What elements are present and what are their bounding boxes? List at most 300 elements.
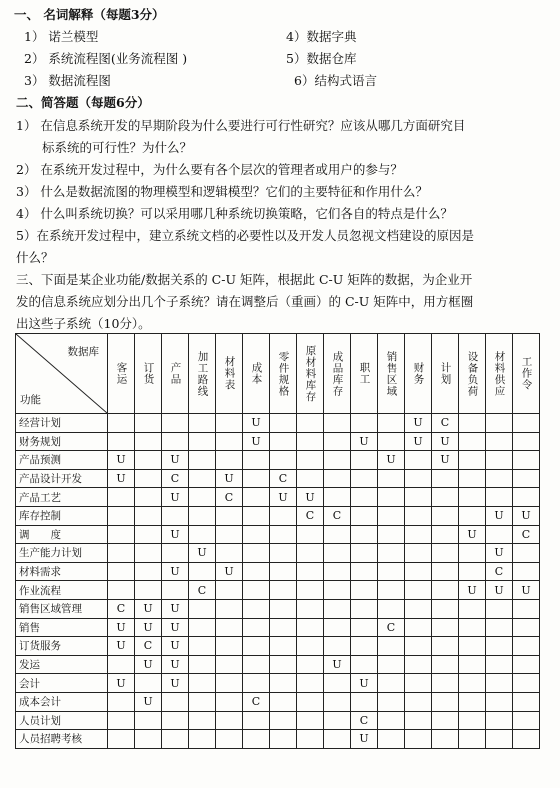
matrix-cell bbox=[405, 506, 432, 525]
matrix-cell bbox=[270, 506, 297, 525]
matrix-cell bbox=[378, 506, 405, 525]
matrix-cell bbox=[351, 544, 378, 563]
matrix-cell bbox=[108, 525, 135, 544]
matrix-cell: U bbox=[405, 432, 432, 451]
matrix-cell bbox=[189, 451, 216, 470]
table-row bbox=[16, 432, 540, 451]
matrix-cell bbox=[513, 451, 540, 470]
matrix-cell bbox=[351, 451, 378, 470]
matrix-cell bbox=[378, 599, 405, 618]
matrix-cell bbox=[243, 730, 270, 749]
matrix-cell bbox=[162, 414, 189, 433]
matrix-cell bbox=[405, 451, 432, 470]
matrix-cell bbox=[459, 599, 486, 618]
matrix-cell bbox=[324, 525, 351, 544]
matrix-cell: C bbox=[108, 599, 135, 618]
matrix-cell bbox=[378, 655, 405, 674]
matrix-cell bbox=[135, 525, 162, 544]
matrix-cell bbox=[297, 618, 324, 637]
matrix-cell bbox=[216, 544, 243, 563]
matrix-cell: C bbox=[135, 637, 162, 656]
function-label: 产品预测 bbox=[16, 451, 108, 470]
matrix-cell bbox=[297, 730, 324, 749]
matrix-cell bbox=[108, 711, 135, 730]
matrix-cell bbox=[459, 451, 486, 470]
matrix-cell bbox=[378, 544, 405, 563]
function-label: 订货服务 bbox=[16, 637, 108, 656]
matrix-cell bbox=[189, 618, 216, 637]
matrix-cell: U bbox=[351, 730, 378, 749]
matrix-cell bbox=[405, 618, 432, 637]
table-row bbox=[16, 730, 540, 749]
matrix-cell bbox=[108, 414, 135, 433]
matrix-cell bbox=[243, 544, 270, 563]
matrix-cell bbox=[189, 655, 216, 674]
term-item: 3） 数据流程图 bbox=[24, 73, 111, 88]
matrix-cell bbox=[216, 525, 243, 544]
matrix-cell bbox=[189, 674, 216, 693]
function-label: 人员计划 bbox=[16, 711, 108, 730]
table-row bbox=[16, 618, 540, 637]
matrix-cell bbox=[135, 711, 162, 730]
matrix-cell bbox=[324, 637, 351, 656]
function-label: 发运 bbox=[16, 655, 108, 674]
matrix-cell bbox=[486, 488, 513, 507]
matrix-cell: C bbox=[162, 469, 189, 488]
matrix-cell bbox=[486, 655, 513, 674]
matrix-cell bbox=[513, 711, 540, 730]
term-item: 4）数据字典 bbox=[286, 29, 357, 44]
matrix-cell bbox=[459, 711, 486, 730]
matrix-cell bbox=[432, 544, 459, 563]
matrix-cell bbox=[432, 711, 459, 730]
matrix-cell bbox=[324, 451, 351, 470]
matrix-cell bbox=[216, 711, 243, 730]
matrix-cell bbox=[270, 451, 297, 470]
matrix-cell bbox=[243, 488, 270, 507]
matrix-cell bbox=[405, 469, 432, 488]
matrix-cell bbox=[459, 637, 486, 656]
matrix-cell bbox=[216, 506, 243, 525]
matrix-cell bbox=[432, 618, 459, 637]
matrix-cell bbox=[513, 730, 540, 749]
matrix-cell: U bbox=[432, 451, 459, 470]
matrix-cell: U bbox=[405, 414, 432, 433]
matrix-cell bbox=[459, 655, 486, 674]
matrix-cell bbox=[486, 451, 513, 470]
matrix-cell bbox=[108, 544, 135, 563]
matrix-cell bbox=[513, 469, 540, 488]
section2-title: 二、简答题（每题6分） bbox=[16, 95, 150, 110]
matrix-cell bbox=[324, 414, 351, 433]
matrix-cell: U bbox=[432, 432, 459, 451]
matrix-cell: U bbox=[486, 506, 513, 525]
matrix-cell: C bbox=[324, 506, 351, 525]
matrix-cell: U bbox=[108, 674, 135, 693]
matrix-cell bbox=[378, 637, 405, 656]
matrix-cell bbox=[513, 488, 540, 507]
matrix-cell bbox=[162, 581, 189, 600]
function-label: 库存控制 bbox=[16, 506, 108, 525]
matrix-cell bbox=[405, 637, 432, 656]
matrix-cell bbox=[324, 581, 351, 600]
matrix-corner-cell bbox=[16, 334, 108, 414]
matrix-cell bbox=[351, 506, 378, 525]
table-row bbox=[16, 674, 540, 693]
matrix-cell: U bbox=[324, 655, 351, 674]
matrix-cell: U bbox=[162, 599, 189, 618]
function-label: 生产能力计划 bbox=[16, 544, 108, 563]
matrix-cell bbox=[459, 506, 486, 525]
matrix-cell bbox=[189, 637, 216, 656]
matrix-cell bbox=[270, 414, 297, 433]
matrix-cell bbox=[270, 432, 297, 451]
function-label: 作业流程 bbox=[16, 581, 108, 600]
matrix-cell bbox=[108, 432, 135, 451]
matrix-cell bbox=[243, 674, 270, 693]
matrix-cell: U bbox=[486, 581, 513, 600]
matrix-cell bbox=[486, 599, 513, 618]
column-header: 材料表 bbox=[216, 334, 243, 414]
matrix-cell: U bbox=[162, 637, 189, 656]
matrix-cell bbox=[324, 432, 351, 451]
term-item: 6）结构式语言 bbox=[294, 73, 377, 88]
matrix-cell bbox=[513, 692, 540, 711]
matrix-cell bbox=[189, 730, 216, 749]
question-line: 2） 在系统开发过程中，为什么要有各个层次的管理者或用户的参与？ bbox=[16, 162, 403, 177]
matrix-header-row bbox=[16, 334, 540, 414]
matrix-cell: U bbox=[351, 674, 378, 693]
matrix-cell bbox=[405, 711, 432, 730]
matrix-cell: C bbox=[513, 525, 540, 544]
matrix-cell bbox=[216, 432, 243, 451]
matrix-cell: U bbox=[243, 414, 270, 433]
matrix-cell bbox=[378, 432, 405, 451]
section3-line: 三、下面是某企业功能/数据关系的 C-U 矩阵，根据此 C-U 矩阵的数据，为企业开 bbox=[16, 272, 473, 287]
function-label: 人员招聘考核 bbox=[16, 730, 108, 749]
matrix-cell: U bbox=[297, 488, 324, 507]
matrix-cell bbox=[270, 581, 297, 600]
matrix-cell: C bbox=[432, 414, 459, 433]
matrix-cell bbox=[162, 544, 189, 563]
matrix-cell bbox=[216, 674, 243, 693]
matrix-cell bbox=[378, 692, 405, 711]
matrix-cell bbox=[459, 488, 486, 507]
matrix-cell bbox=[243, 525, 270, 544]
matrix-cell: U bbox=[270, 488, 297, 507]
matrix-cell bbox=[351, 618, 378, 637]
matrix-cell bbox=[486, 414, 513, 433]
matrix-cell: C bbox=[243, 692, 270, 711]
matrix-cell bbox=[378, 711, 405, 730]
matrix-cell bbox=[243, 599, 270, 618]
matrix-cell bbox=[324, 488, 351, 507]
column-header: 成品库存 bbox=[324, 334, 351, 414]
matrix-cell: U bbox=[162, 525, 189, 544]
matrix-cell: U bbox=[162, 618, 189, 637]
matrix-cell bbox=[432, 562, 459, 581]
question-line: 4） 什么叫系统切换？可以采用哪几种系统切换策略，它们各自的特点是什么？ bbox=[16, 206, 453, 221]
matrix-cell bbox=[270, 525, 297, 544]
matrix-cell bbox=[459, 692, 486, 711]
matrix-cell bbox=[459, 432, 486, 451]
matrix-cell bbox=[513, 618, 540, 637]
matrix-cell bbox=[432, 581, 459, 600]
table-row bbox=[16, 544, 540, 563]
section3-line: 出这些子系统（10分）。 bbox=[16, 316, 151, 331]
matrix-cell: U bbox=[135, 655, 162, 674]
matrix-cell bbox=[297, 451, 324, 470]
column-header: 财务 bbox=[405, 334, 432, 414]
matrix-cell bbox=[108, 581, 135, 600]
matrix-cell bbox=[513, 637, 540, 656]
matrix-cell bbox=[135, 581, 162, 600]
matrix-cell bbox=[351, 562, 378, 581]
matrix-cell: U bbox=[108, 637, 135, 656]
corner-label-function: 功能 bbox=[20, 394, 41, 406]
function-label: 财务规划 bbox=[16, 432, 108, 451]
matrix-cell bbox=[270, 711, 297, 730]
matrix-cell bbox=[216, 618, 243, 637]
matrix-cell bbox=[243, 655, 270, 674]
term-item: 5）数据仓库 bbox=[286, 51, 357, 66]
matrix-cell bbox=[189, 469, 216, 488]
matrix-cell bbox=[324, 618, 351, 637]
matrix-cell bbox=[405, 544, 432, 563]
matrix-cell bbox=[189, 414, 216, 433]
matrix-cell bbox=[270, 674, 297, 693]
column-header: 职工 bbox=[351, 334, 378, 414]
matrix-cell bbox=[432, 506, 459, 525]
matrix-cell bbox=[513, 674, 540, 693]
matrix-cell bbox=[297, 599, 324, 618]
question-line: 5）在系统开发过程中，建立系统文档的必要性以及开发人员忽视文档建设的原因是 bbox=[16, 228, 474, 243]
column-header: 原材料库存 bbox=[297, 334, 324, 414]
column-header: 销售区域 bbox=[378, 334, 405, 414]
matrix-cell bbox=[108, 562, 135, 581]
matrix-cell bbox=[162, 692, 189, 711]
matrix-cell bbox=[351, 599, 378, 618]
matrix-cell bbox=[135, 432, 162, 451]
matrix-cell bbox=[135, 469, 162, 488]
matrix-cell bbox=[405, 525, 432, 544]
matrix-cell bbox=[189, 506, 216, 525]
matrix-cell: U bbox=[216, 562, 243, 581]
term-item: 1） 诺兰模型 bbox=[24, 29, 99, 44]
column-header: 产品 bbox=[162, 334, 189, 414]
matrix-cell bbox=[378, 414, 405, 433]
matrix-cell bbox=[405, 599, 432, 618]
column-header: 工作令 bbox=[513, 334, 540, 414]
matrix-cell bbox=[297, 692, 324, 711]
matrix-cell bbox=[135, 544, 162, 563]
question-line: 1） 在信息系统开发的早期阶段为什么要进行可行性研究？应该从哪几方面研究目 bbox=[16, 118, 466, 133]
table-row bbox=[16, 525, 540, 544]
matrix-cell: U bbox=[108, 618, 135, 637]
matrix-cell bbox=[432, 674, 459, 693]
matrix-cell bbox=[486, 730, 513, 749]
matrix-cell bbox=[216, 637, 243, 656]
matrix-cell bbox=[189, 692, 216, 711]
matrix-cell bbox=[135, 562, 162, 581]
matrix-cell bbox=[108, 488, 135, 507]
matrix-cell bbox=[432, 488, 459, 507]
matrix-cell bbox=[324, 562, 351, 581]
column-header: 材料供应 bbox=[486, 334, 513, 414]
column-header: 设备负荷 bbox=[459, 334, 486, 414]
function-label: 产品工艺 bbox=[16, 488, 108, 507]
matrix-cell bbox=[108, 730, 135, 749]
matrix-cell bbox=[270, 637, 297, 656]
function-label: 销售区域管理 bbox=[16, 599, 108, 618]
matrix-cell bbox=[108, 506, 135, 525]
matrix-cell: U bbox=[486, 544, 513, 563]
matrix-cell bbox=[324, 711, 351, 730]
corner-label-data: 数据库 bbox=[67, 346, 99, 358]
question-line: 3） 什么是数据流图的物理模型和逻辑模型？它们的主要特征和作用什么？ bbox=[16, 184, 428, 199]
matrix-cell bbox=[270, 544, 297, 563]
matrix-cell bbox=[405, 674, 432, 693]
matrix-cell bbox=[108, 655, 135, 674]
matrix-cell: U bbox=[108, 451, 135, 470]
matrix-cell: U bbox=[189, 544, 216, 563]
table-row bbox=[16, 599, 540, 618]
table-row bbox=[16, 711, 540, 730]
column-header: 成本 bbox=[243, 334, 270, 414]
matrix-cell bbox=[216, 692, 243, 711]
matrix-cell bbox=[432, 469, 459, 488]
matrix-cell bbox=[135, 730, 162, 749]
question-line: 标系统的可行性？为什么？ bbox=[42, 140, 193, 155]
matrix-cell bbox=[378, 562, 405, 581]
matrix-cell bbox=[405, 655, 432, 674]
matrix-cell bbox=[513, 432, 540, 451]
column-header: 加工路线 bbox=[189, 334, 216, 414]
matrix-cell bbox=[324, 599, 351, 618]
matrix-cell: U bbox=[135, 599, 162, 618]
matrix-cell bbox=[513, 544, 540, 563]
matrix-cell bbox=[243, 618, 270, 637]
function-label: 材料需求 bbox=[16, 562, 108, 581]
matrix-cell bbox=[270, 562, 297, 581]
matrix-cell: U bbox=[459, 525, 486, 544]
matrix-cell bbox=[135, 674, 162, 693]
matrix-cell bbox=[297, 655, 324, 674]
matrix-cell bbox=[297, 544, 324, 563]
matrix-cell bbox=[324, 469, 351, 488]
matrix-cell bbox=[513, 599, 540, 618]
matrix-cell bbox=[486, 525, 513, 544]
section3-line: 发的信息系统应划分出几个子系统？请在调整后（重画）的 C-U 矩阵中，用方框圈 bbox=[16, 294, 474, 309]
matrix-cell bbox=[243, 562, 270, 581]
matrix-cell bbox=[297, 414, 324, 433]
matrix-cell bbox=[486, 618, 513, 637]
matrix-cell bbox=[432, 730, 459, 749]
function-label: 产品设计开发 bbox=[16, 469, 108, 488]
matrix-cell bbox=[135, 488, 162, 507]
matrix-cell: U bbox=[135, 618, 162, 637]
matrix-cell bbox=[135, 506, 162, 525]
matrix-cell bbox=[351, 414, 378, 433]
matrix-cell bbox=[351, 692, 378, 711]
matrix-cell: U bbox=[162, 451, 189, 470]
matrix-cell bbox=[243, 451, 270, 470]
matrix-cell bbox=[270, 599, 297, 618]
matrix-cell bbox=[513, 655, 540, 674]
matrix-cell bbox=[243, 711, 270, 730]
matrix-cell: U bbox=[162, 562, 189, 581]
matrix-cell: U bbox=[162, 488, 189, 507]
matrix-cell bbox=[216, 414, 243, 433]
matrix-cell: U bbox=[162, 655, 189, 674]
matrix-cell bbox=[405, 692, 432, 711]
matrix-cell bbox=[270, 692, 297, 711]
matrix-cell: U bbox=[243, 432, 270, 451]
matrix-cell: U bbox=[513, 506, 540, 525]
matrix-cell bbox=[324, 692, 351, 711]
matrix-cell bbox=[189, 562, 216, 581]
matrix-cell bbox=[405, 730, 432, 749]
matrix-cell bbox=[459, 469, 486, 488]
column-header: 客运 bbox=[108, 334, 135, 414]
matrix-cell bbox=[135, 414, 162, 433]
matrix-cell bbox=[459, 562, 486, 581]
matrix-cell bbox=[162, 432, 189, 451]
table-row bbox=[16, 414, 540, 433]
matrix-cell bbox=[351, 488, 378, 507]
matrix-cell: U bbox=[108, 469, 135, 488]
matrix-cell bbox=[378, 488, 405, 507]
matrix-cell bbox=[405, 581, 432, 600]
table-row bbox=[16, 562, 540, 581]
matrix-cell bbox=[378, 674, 405, 693]
matrix-cell bbox=[486, 469, 513, 488]
matrix-cell bbox=[216, 599, 243, 618]
matrix-cell bbox=[459, 674, 486, 693]
table-row bbox=[16, 506, 540, 525]
matrix-cell bbox=[270, 655, 297, 674]
matrix-cell bbox=[243, 506, 270, 525]
function-label: 经营计划 bbox=[16, 414, 108, 433]
term-item: 2） 系统流程图(业务流程图 ) bbox=[24, 51, 188, 66]
matrix-cell bbox=[432, 599, 459, 618]
matrix-cell: C bbox=[297, 506, 324, 525]
matrix-cell bbox=[297, 432, 324, 451]
matrix-cell: U bbox=[162, 674, 189, 693]
matrix-cell bbox=[243, 581, 270, 600]
table-row bbox=[16, 451, 540, 470]
matrix-cell bbox=[486, 637, 513, 656]
matrix-cell bbox=[351, 637, 378, 656]
matrix-cell: U bbox=[378, 451, 405, 470]
matrix-cell bbox=[486, 674, 513, 693]
matrix-cell bbox=[297, 711, 324, 730]
matrix-cell bbox=[432, 692, 459, 711]
table-row bbox=[16, 637, 540, 656]
matrix-cell bbox=[243, 637, 270, 656]
matrix-cell bbox=[189, 711, 216, 730]
table-row bbox=[16, 581, 540, 600]
matrix-cell bbox=[297, 469, 324, 488]
matrix-cell bbox=[243, 469, 270, 488]
function-label: 成本会计 bbox=[16, 692, 108, 711]
matrix-cell: U bbox=[459, 581, 486, 600]
matrix-cell: C bbox=[189, 581, 216, 600]
matrix-cell bbox=[324, 544, 351, 563]
matrix-cell bbox=[324, 730, 351, 749]
table-row bbox=[16, 655, 540, 674]
column-header: 零件规格 bbox=[270, 334, 297, 414]
